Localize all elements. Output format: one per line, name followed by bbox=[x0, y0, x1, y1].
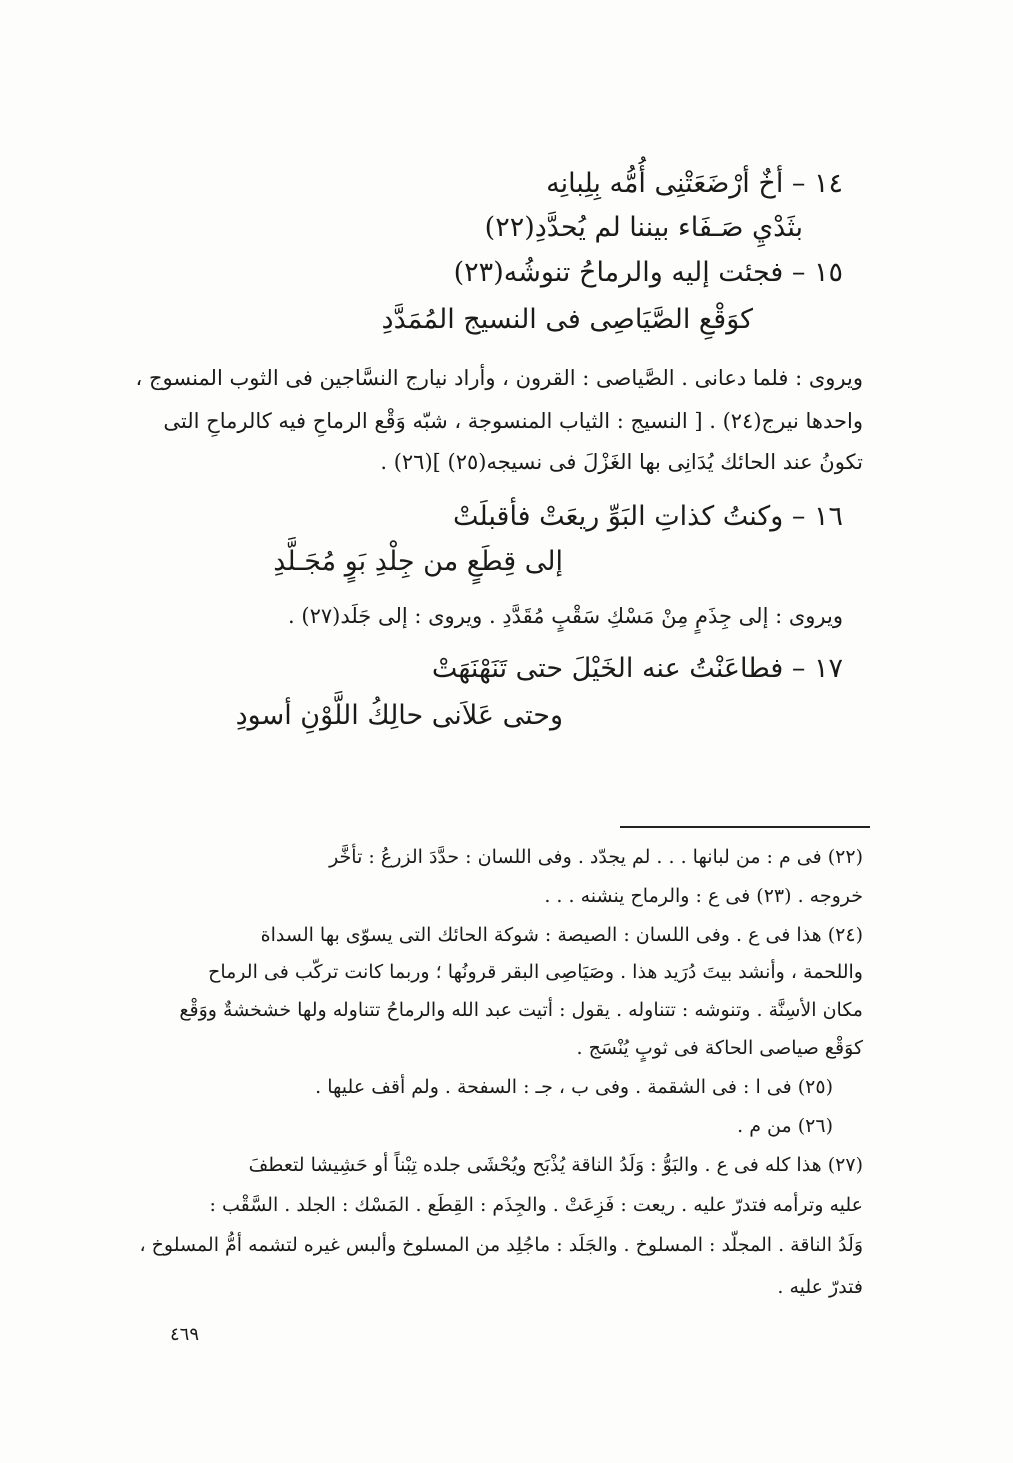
footnote-line-11: وَلَدُ الناقة . المجلّد : المسلوخ . والجَلَد : ماجُلِد من المسلوخ وألبس غيره لتشمه أمُّ المسلوخ ، bbox=[139, 1234, 863, 1256]
footnote-line-3: (٢٤) هذا فى ع . وفى اللسان : الصيصة : شوكة الحائك التى يسوّى بها السداة bbox=[260, 924, 863, 946]
footnote-divider bbox=[620, 826, 870, 828]
footnote-line-6: كوَقْع صياصى الحاكة فى ثوبٍ يُنْسَج . bbox=[576, 1037, 863, 1059]
verse-16-line-2: إلى قِطَعٍ من جِلْدِ بَوٍ مُجَـلَّدِ bbox=[273, 546, 563, 577]
verse-17-line-1: ١٧ – فطاعَنْتُ عنه الخَيْلَ حتى تَنَهْنَهَتْ bbox=[431, 653, 843, 684]
commentary-variant-reading: ويروى : إلى جِذَمٍ مِنْ مَسْكِ سَقْبٍ مُقَدَّدِ . ويروى : إلى جَلَد(٢٧) . bbox=[288, 604, 843, 628]
verse-14-line-2: بثَدْيِ صَـفَاء بيننا لم يُحدَّدِ(٢٢) bbox=[484, 212, 803, 243]
page-number: ٤٦٩ bbox=[170, 1324, 200, 1345]
footnote-line-9: (٢٧) هذا كله فى ع . والبَوُّ : وَلَدُ الناقة يُذْبَح ويُحْشَى جلده تِبْناً أو حَشِيشا لتعطفَ bbox=[248, 1154, 863, 1176]
commentary-line-1: ويروى : فلما دعانى . الصَّياصى : القرون ، وأراد نيارج النسَّاجين فى الثوب المنسوج ، bbox=[135, 366, 863, 390]
footnote-line-4: واللحمة ، وأنشد بيتَ دُرَيد هذا . وصَيَاصِى البقر قرونُها ؛ وربما كانت تركّب فى الرماح bbox=[208, 961, 863, 983]
verse-15-line-2: كوَقْعِ الصَّيَاصِى فى النسيج المُمَدَّدِ bbox=[381, 304, 753, 335]
verse-17-line-2: وحتى عَلاَنى حالِكُ اللَّوْنِ أسودِ bbox=[235, 700, 563, 731]
footnote-line-12: فتدرّ عليه . bbox=[777, 1276, 863, 1298]
footnote-line-10: عليه وترأمه فتدرّ عليه . ريعت : فَزِعَتْ . والجِذَم : القِطَع . المَسْك : الجلد . السَّقْب : bbox=[209, 1194, 863, 1216]
footnote-line-7: (٢٥) فى ا : فى الشقمة . وفى ب ، جـ : السفحة . ولم أقف عليها . bbox=[315, 1076, 833, 1098]
footnote-line-5: مكان الأسِنَّة . وتنوشه : تتناوله . يقول : أتيت عبد الله والرماحُ تتناوله ولها خشخشةٌ ووَقْع bbox=[179, 999, 863, 1021]
commentary-line-2: واحدها نيرج(٢٤) . [ النسيج : الثياب المنسوجة ، شبّه وَقْع الرماحِ فيه كالرماحِ التى bbox=[163, 409, 863, 433]
verse-16-line-1: ١٦ – وكنتُ كذاتِ البَوِّ ريعَتْ فأقبلَتْ bbox=[452, 501, 843, 532]
footnote-line-8: (٢٦) من م . bbox=[737, 1115, 833, 1137]
footnote-line-1: (٢٢) فى م : من لبانها . . . لم يجدّد . وفى اللسان : حدَّدَ الزرعُ : تأخَّر bbox=[329, 846, 863, 868]
footnote-line-2: خروجه . (٢٣) فى ع : والرماح ينشنه . . . bbox=[544, 885, 863, 907]
verse-15-line-1: ١٥ – فجئت إليه والرماحُ تنوشُه(٢٣) bbox=[453, 257, 843, 288]
commentary-line-3: تكونُ عند الحائك يُدَانِى بها الغَزْلَ فى نسيجه(٢٥) ](٢٦) . bbox=[380, 450, 863, 474]
verse-14-line-1: ١٤ – أخٌ أرْضَعَتْنِى أُمُّه بِلِبانِه bbox=[546, 168, 843, 199]
